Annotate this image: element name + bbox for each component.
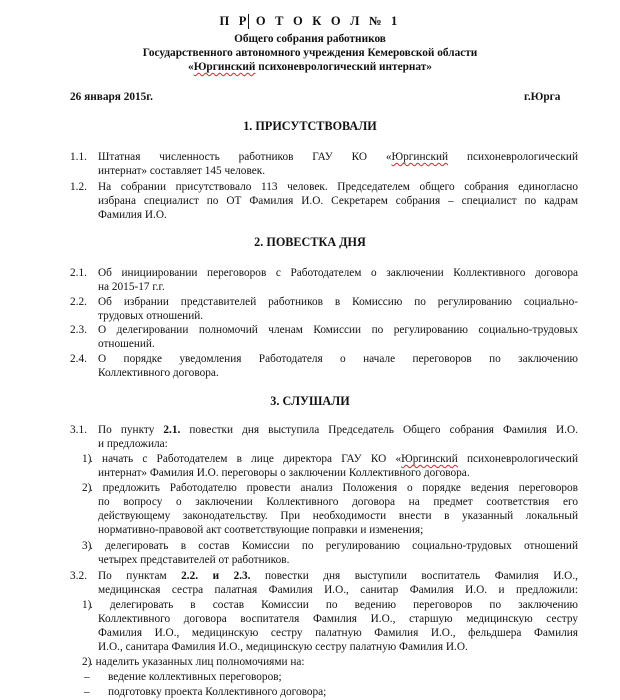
bullet-text: подготовку проекта Коллективного договора; [108, 686, 327, 698]
item-text-line: и предложила: [98, 438, 168, 450]
sub-item-number: 1) [82, 453, 92, 465]
item-number: 3.1. [70, 424, 87, 436]
item-text-line: интернат» Фамилия И.О. переговоры о заключении Коллективного договора. [98, 467, 470, 479]
item-text-line: И.О., санитара Фамилия И.О., медицинскую сестру палатную Фамилия И.О. [98, 641, 468, 653]
item-text-line: Штатная численность работников ГАУ КО «Юргинский психоневрологический [98, 151, 578, 163]
item-text-line: . наделить указанных лиц полномочиями на: [90, 656, 305, 668]
item-text-line: Коллективного договора. [98, 367, 219, 379]
item-text-line: Фамилия И.О. [98, 209, 167, 221]
section-2-heading: 2. ПОВЕСТКА ДНЯ [254, 235, 366, 249]
dash-bullet: – [84, 671, 90, 683]
item-text-line: Фамилия И.О., медицинскую сестру палатную Фамилия И.О., фельдшера Фамилия [98, 627, 578, 639]
sub-item-number: 1) [82, 599, 92, 611]
item-text-line: нормативно-правовой акт соответствующие поправки и изменения; [98, 524, 424, 536]
item-text-line: по вопросу о заключении Коллективного договора на предмет соответствия его [98, 496, 578, 508]
item-text-line: По пункту 2.1. повестки дня выступила Председатель Общего собрания Фамилия И.О. [98, 424, 578, 436]
bullet-text: ведение коллективных переговоров; [108, 671, 282, 683]
item-text-line: На собрании присутствовало 113 человек. Председателем общего собрания единогласно [98, 181, 578, 193]
item-text-line: Коллективного договора воспитателя Фамилия И.О., старшую медицинскую сестру [98, 613, 578, 625]
item-number: 2.4. [70, 353, 87, 365]
section-3-heading: 3. СЛУШАЛИ [270, 394, 350, 408]
header-line-1: Общего собрания работников [234, 33, 386, 45]
item-text-line: на 2015-17 г.г. [98, 281, 165, 293]
header-line-2: Государственного автономного учреждения Кемеровской области [142, 47, 478, 59]
dash-bullet: – [84, 686, 90, 698]
page-title: П Р О Т О К О Л № 1 [219, 14, 401, 28]
item-number: 1.2. [70, 181, 87, 193]
item-number: 1.1. [70, 151, 87, 163]
item-number: 2.2. [70, 296, 87, 308]
sub-item-number: 2) [82, 656, 92, 668]
sub-item-number: 2) [82, 482, 92, 494]
item-text-line: четырех представителей от работников. [98, 554, 290, 566]
sub-item-number: 3) [82, 540, 92, 552]
item-text-line: . предложить Работодателю провести анализ Положения о порядке ведения переговоров [90, 482, 578, 494]
header-line-3: «Юргинский психоневрологический интернат» [188, 61, 432, 73]
item-text-line: О порядке уведомления Работодателя о начале переговоров по заключению [98, 353, 578, 365]
item-text-line: О делегировании полномочий членам Комиссии по регулированию социально-трудовых [98, 324, 578, 336]
item-text-line: Об инициировании переговоров с Работодателем о заключении Коллективного договора [98, 267, 578, 279]
item-text-line: Об избрании представителей работников в Комиссию по регулированию социально- [98, 296, 578, 308]
item-number: 3.2. [70, 570, 87, 582]
item-number: 2.3. [70, 324, 87, 336]
item-text-line: медицинская сестра палатная Фамилия И.О., санитар Фамилия И.О. и предложили: [98, 584, 578, 596]
item-text-line: . начать с Работодателем в лице директора ГАУ КО «Юргинский психоневрологический [90, 453, 579, 465]
item-number: 2.1. [70, 267, 87, 279]
item-text-line: интернат» составляет 145 человек. [98, 165, 266, 177]
item-text-line: действующему законодательству. При необходимости внести в указанный локальный [98, 510, 578, 522]
item-text-line: По пунктам 2.2. и 2.3. повестки дня выступили воспитатель Фамилия И.О., [98, 570, 578, 582]
protocol-date: 26 января 2015г. [70, 91, 153, 103]
section-1-heading: 1. ПРИСУТСТВОВАЛИ [243, 119, 377, 133]
item-text-line: избрана специалист по ОТ Фамилия И.О. Секретарем собрания – специалист по кадрам [98, 195, 578, 207]
protocol-city: г.Юрга [524, 91, 561, 103]
item-text-line: . делегировать в состав Комиссии по регулированию социально-трудовых отношений [90, 540, 578, 552]
item-text-line: отношений. [98, 338, 155, 350]
item-text-line: трудовых отношений. [98, 310, 204, 322]
item-text-line: . делегировать в состав Комиссии по ведению переговоров по заключению [90, 599, 578, 611]
